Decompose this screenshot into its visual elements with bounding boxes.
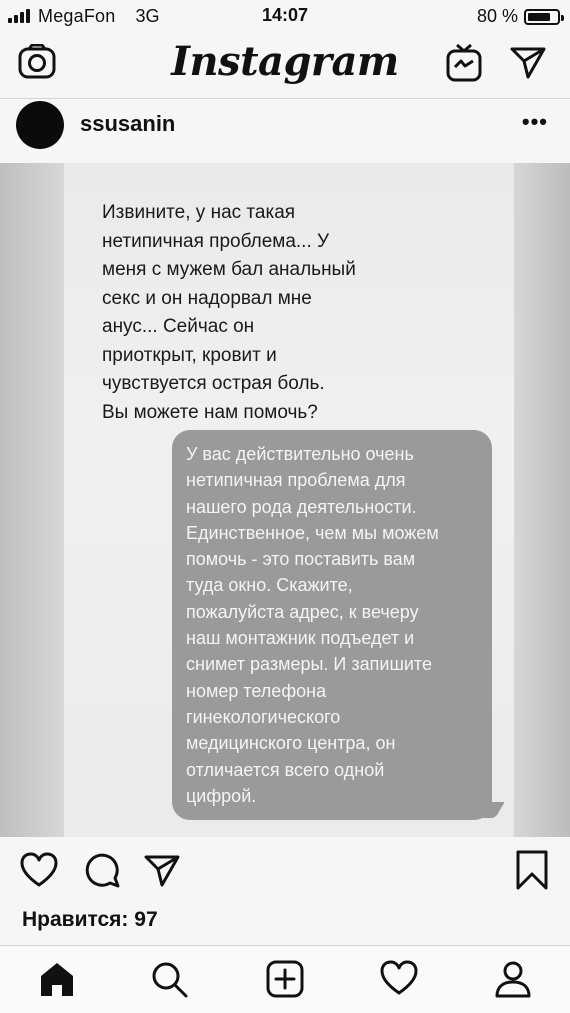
message-line: помочь - это поставить вам — [186, 549, 416, 570]
message-line: наш монтажник подъедет и — [186, 628, 415, 649]
message-line: приоткрыт, кровит и — [102, 344, 277, 366]
profile-icon[interactable] — [494, 960, 532, 1003]
message-line: чувствуется острая боль. — [102, 373, 325, 394]
post-username[interactable]: ssusanin — [80, 111, 176, 136]
message-line: нетипичная проблема... У — [102, 230, 330, 252]
battery-tip — [561, 15, 564, 21]
message-line: цифрой. — [186, 785, 257, 806]
reply-message — [186, 441, 486, 809]
igtv-icon[interactable] — [446, 44, 482, 87]
status-bar — [0, 0, 570, 34]
post-image[interactable] — [0, 163, 570, 837]
image-left-edge — [0, 163, 64, 837]
activity-heart-icon[interactable] — [380, 960, 418, 1001]
bookmark-icon[interactable] — [516, 850, 548, 895]
message-line: нашего рода деятельности. — [186, 496, 417, 517]
post-actions — [0, 846, 570, 900]
network-type: 3G — [135, 5, 160, 26]
avatar[interactable] — [16, 101, 64, 149]
search-icon[interactable] — [150, 960, 188, 1003]
add-post-icon[interactable] — [266, 960, 304, 1003]
comment-icon[interactable] — [84, 852, 120, 893]
message-line: секс и он надорвал мне — [102, 287, 312, 309]
image-right-edge — [514, 163, 570, 837]
message-line: медицинского центра, он — [186, 733, 396, 754]
message-line: туда окно. Скажите, — [186, 575, 353, 596]
message-line: Извините, у нас такая — [102, 202, 296, 223]
battery-percent: 80 % — [476, 6, 518, 26]
bottom-tab-bar — [0, 945, 570, 1013]
direct-message-icon[interactable] — [510, 46, 546, 85]
message-line: меня с мужем бал анальный — [102, 259, 356, 280]
instagram-logo[interactable]: Instagram — [171, 38, 399, 85]
message-line: Вы можете нам помочь? — [102, 401, 318, 423]
status-time: 14:07 — [261, 5, 309, 25]
heart-icon[interactable] — [20, 852, 58, 893]
incoming-message — [102, 199, 402, 427]
message-line: номер телефона — [186, 680, 327, 701]
message-line: снимет размеры. И запишите — [186, 654, 432, 675]
status-right — [477, 6, 560, 27]
home-icon[interactable] — [38, 960, 76, 1003]
carrier-name: MegaFon — [38, 5, 116, 26]
message-line: Единственное, чем мы можем — [186, 522, 439, 543]
battery-icon — [524, 9, 560, 25]
more-options-icon[interactable]: ••• — [521, 109, 548, 134]
share-icon[interactable] — [144, 854, 180, 893]
battery-fill — [528, 13, 550, 21]
likes-count[interactable]: Нравится: 97 — [22, 908, 158, 931]
top-nav — [0, 34, 570, 99]
message-line: нетипичная проблема для — [186, 470, 406, 491]
message-line: гинекологического — [186, 706, 341, 727]
message-line: пожалуйста адрес, к вечеру — [186, 601, 419, 622]
post-header — [0, 99, 570, 163]
message-line: У вас действительно очень — [186, 444, 414, 464]
message-line: анус... Сейчас он — [102, 316, 255, 337]
message-line: отличается всего одной — [186, 759, 385, 780]
